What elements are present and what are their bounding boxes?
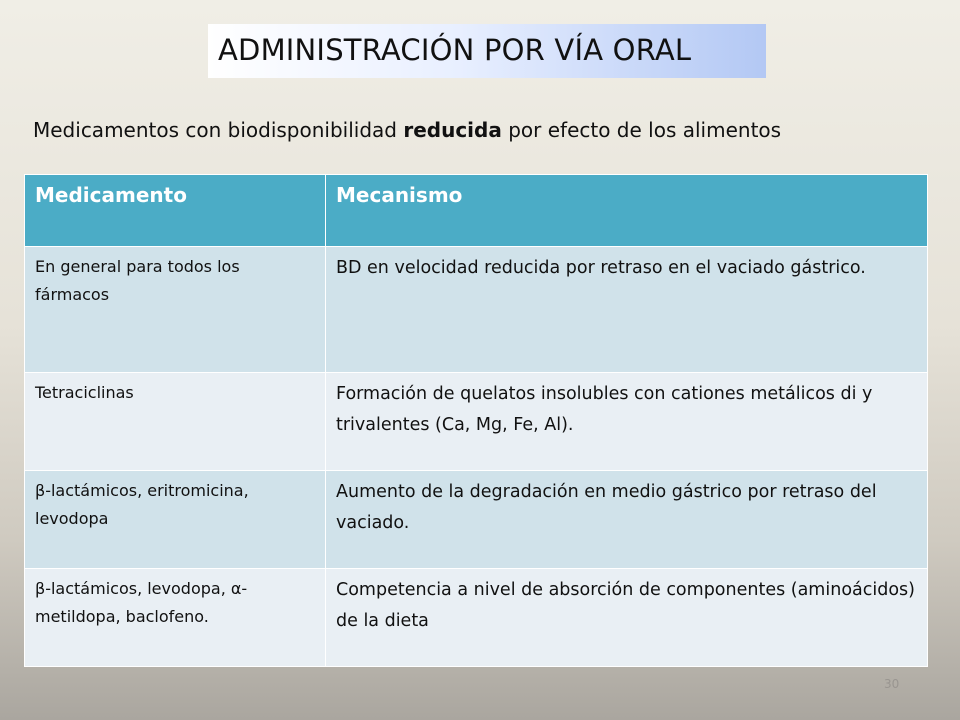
table-row bbox=[25, 569, 928, 667]
cell-medicamento: En general para todos los fármacos bbox=[25, 247, 326, 373]
subtitle-suffix: por efecto de los alimentos bbox=[501, 118, 782, 142]
cell-mecanismo: Aumento de la degradación en medio gástrico por retraso del vaciado. bbox=[326, 471, 928, 569]
table-row bbox=[25, 373, 928, 471]
cell-mecanismo: Formación de quelatos insolubles con cationes metálicos di y trivalentes (Ca, Mg, Fe, Al). bbox=[326, 373, 928, 471]
cell-medicamento: Tetraciclinas bbox=[25, 373, 326, 471]
slide-title: ADMINISTRACIÓN POR VÍA ORAL bbox=[218, 33, 692, 67]
cell-mecanismo: BD en velocidad reducida por retraso en el vaciado gástrico. bbox=[326, 247, 928, 373]
cell-mecanismo: Competencia a nivel de absorción de componentes (aminoácidos) de la dieta bbox=[326, 569, 928, 667]
page-number: 30 bbox=[884, 677, 900, 691]
table-header-row bbox=[25, 175, 928, 247]
slide-subtitle bbox=[33, 118, 781, 142]
title-box bbox=[208, 24, 766, 78]
header-mecanismo: Mecanismo bbox=[326, 175, 928, 247]
cell-medicamento: β-lactámicos, eritromicina, levodopa bbox=[25, 471, 326, 569]
cell-medicamento: β-lactámicos, levodopa, α-metildopa, baclofeno. bbox=[25, 569, 326, 667]
table-row bbox=[25, 471, 928, 569]
subtitle-prefix: Medicamentos con biodisponibilidad bbox=[33, 118, 404, 142]
table-row bbox=[25, 247, 928, 373]
subtitle-emphasis: reducida bbox=[403, 118, 502, 142]
drug-table bbox=[24, 174, 928, 667]
header-medicamento: Medicamento bbox=[25, 175, 326, 247]
